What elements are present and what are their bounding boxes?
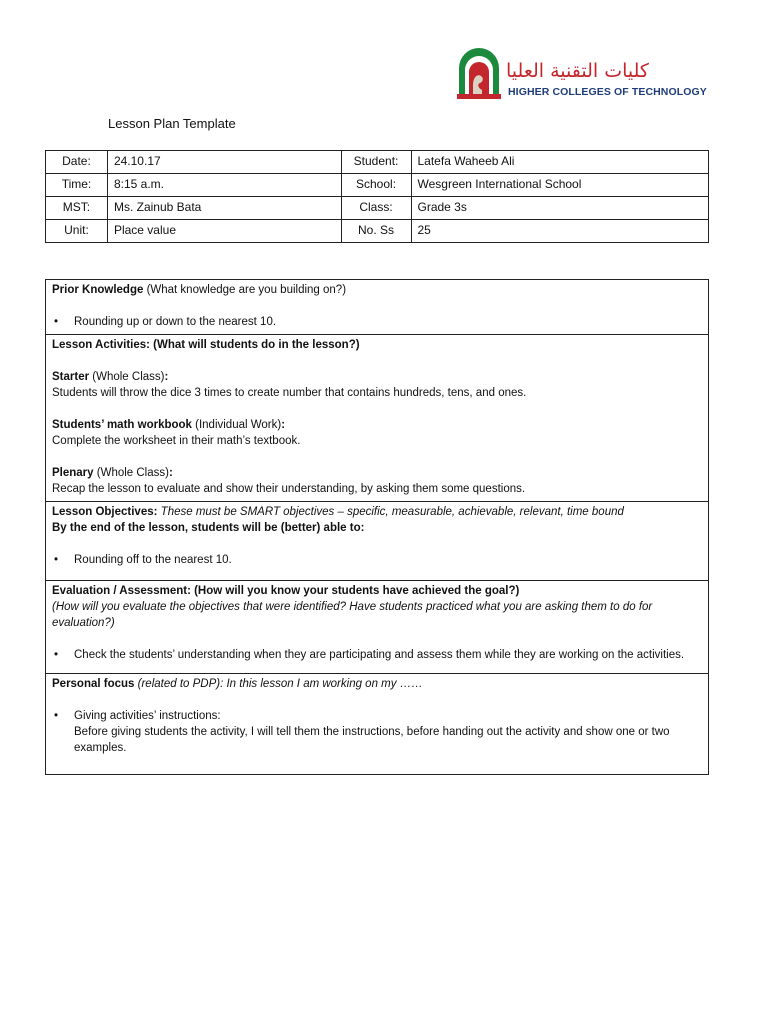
workbook-colon: :	[281, 419, 286, 431]
objectives-bullet-text: Rounding off to the nearest 10.	[74, 554, 232, 566]
logo-english-text: HIGHER COLLEGES OF TECHNOLOGY	[508, 86, 707, 98]
plenary-label: Plenary	[52, 467, 94, 479]
bullet-icon: •	[54, 710, 59, 722]
unit-value: Place value	[107, 220, 341, 243]
objectives-heading: Lesson Objectives:	[52, 506, 158, 518]
date-value: 24.10.17	[107, 151, 341, 174]
date-label: Date:	[46, 151, 108, 174]
lesson-objectives-section	[46, 502, 708, 581]
logo-emblem-icon	[456, 46, 502, 100]
personal-heading: Personal focus	[52, 678, 135, 690]
class-value: Grade 3s	[411, 197, 709, 220]
evaluation-bullet-text: Check the students’ understanding when they are participating and assess them while they are working on the activities.	[74, 649, 685, 661]
students-count-label: No. Ss	[341, 220, 411, 243]
evaluation-heading: Evaluation / Assessment: (How will you know your students have achieved the goal?)	[52, 585, 520, 597]
prior-question: (What knowledge are you building on?)	[143, 284, 347, 296]
time-label: Time:	[46, 174, 108, 197]
workbook-mode: (Individual Work)	[191, 419, 282, 431]
prior-bullet-text: Rounding up or down to the nearest 10.	[74, 316, 277, 328]
objectives-note: These must be SMART objectives – specific, measurable, achievable, relevant, time bound	[157, 506, 624, 518]
plenary-colon: :	[168, 467, 173, 479]
document-title: Lesson Plan Template	[108, 116, 236, 131]
list-item	[52, 708, 702, 756]
personal-bullet-text: Before giving students the activity, I will tell them the instructions, before handing out the activity and show one or two examples.	[74, 726, 670, 754]
table-row	[46, 151, 709, 174]
unit-label: Unit:	[46, 220, 108, 243]
time-value: 8:15 a.m.	[107, 174, 341, 197]
table-row	[46, 174, 709, 197]
objectives-lead: By the end of the lesson, students will be (better) able to:	[52, 522, 365, 534]
evaluation-note: (How will you evaluate the objectives that were identified? Have students practiced what you are asking them to do for evaluation?)	[52, 601, 653, 629]
activities-heading: Lesson Activities: (What will students do in the lesson?)	[52, 339, 360, 351]
starter-label: Starter	[52, 371, 90, 383]
workbook-label: Students’ math workbook	[52, 419, 192, 431]
lesson-plan-box	[45, 279, 709, 775]
personal-note: (related to PDP): In this lesson I am working on my ……	[134, 678, 423, 690]
mst-value: Ms. Zainub Bata	[107, 197, 341, 220]
bullet-icon: •	[54, 316, 59, 328]
students-count-value: 25	[411, 220, 709, 243]
lesson-info-table	[45, 150, 709, 243]
mst-label: MST:	[46, 197, 108, 220]
plenary-text: Recap the lesson to evaluate and show their understanding, by asking them some questions.	[52, 483, 526, 495]
personal-bullet-title: Giving activities’ instructions:	[74, 710, 221, 722]
student-value: Latefa Waheeb Ali	[411, 151, 709, 174]
logo-arabic-text: كليات التقنية العليا	[506, 60, 649, 82]
class-label: Class:	[341, 197, 411, 220]
starter-mode: (Whole Class)	[89, 371, 165, 383]
prior-knowledge-section	[46, 280, 708, 335]
school-value: Wesgreen International School	[411, 174, 709, 197]
bullet-icon: •	[54, 649, 59, 661]
school-label: School:	[341, 174, 411, 197]
lesson-activities-section	[46, 335, 708, 502]
personal-focus-section	[46, 674, 708, 774]
evaluation-section	[46, 581, 708, 674]
prior-heading: Prior Knowledge	[52, 284, 144, 296]
table-row	[46, 197, 709, 220]
bullet-icon: •	[54, 554, 59, 566]
starter-text: Students will throw the dice 3 times to create number that contains hundreds, tens, and ones.	[52, 387, 527, 399]
student-label: Student:	[341, 151, 411, 174]
list-item	[52, 552, 702, 568]
plenary-mode: (Whole Class)	[93, 467, 169, 479]
list-item	[52, 314, 702, 330]
list-item	[52, 647, 702, 663]
table-row	[46, 220, 709, 243]
workbook-text: Complete the worksheet in their math’s textbook.	[52, 435, 301, 447]
starter-colon: :	[164, 371, 169, 383]
